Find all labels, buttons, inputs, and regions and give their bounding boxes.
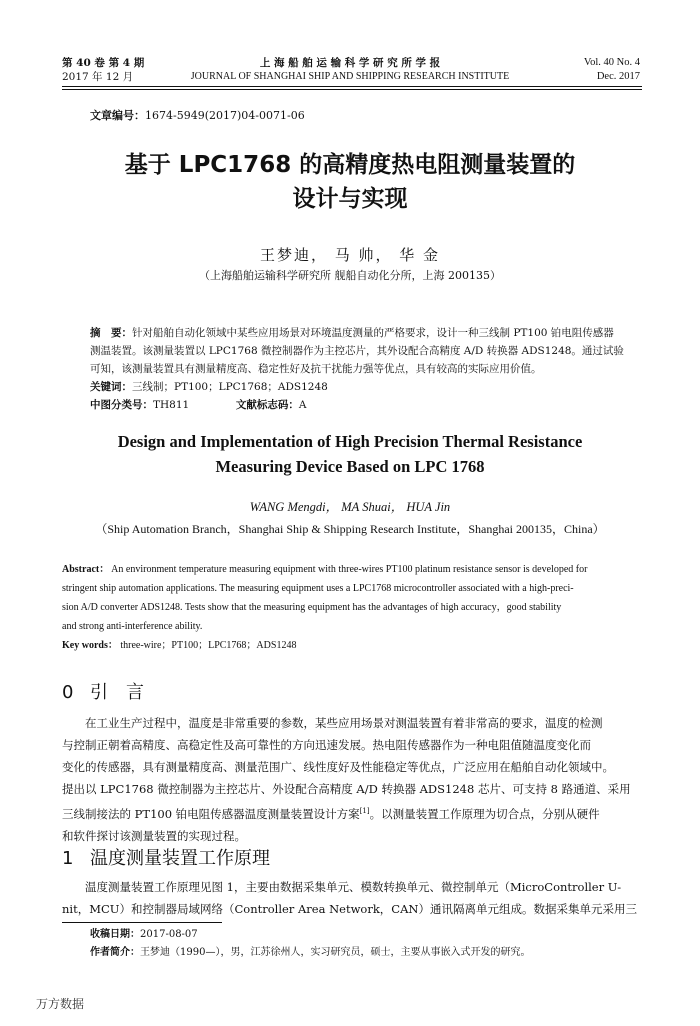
body-line: 三线制接法的 PT100 铂电阻传感器温度测量装置设计方案 (62, 806, 360, 821)
body-line: 变化的传感器，具有测量精度高、测量范围广、线性度好及性能稳定等优点，广泛应用在船舶自动化领域中。 (62, 760, 614, 774)
doc-code-label: 文献标志码： (235, 399, 299, 411)
header-vol-en: Vol. 40 No. 4 (583, 57, 640, 68)
title-cn-line2: 设计与实现 (292, 186, 408, 212)
citation-1[interactable]: [1] (359, 807, 370, 815)
keywords-en: three-wire；PT100；LPC1768；ADS1248 (120, 640, 297, 651)
header-date-cn: 2017 年 12 月 (62, 71, 134, 83)
watermark: 万方数据 (36, 997, 85, 1011)
clc-label: 中图分类号： (90, 399, 153, 411)
header-vol-cn: 第 40 卷 第 4 期 (62, 57, 145, 69)
keywords-cn-label: 关键词： (90, 381, 132, 393)
abstract-cn-line: 针对船舶自动化领域中某些应用场景对环境温度测量的严格要求，设计一种三线制 PT100 铂电阻传感器 (132, 327, 614, 339)
abstract-en-line: An environment temperature measuring equipment with three-wires PT100 platinum resistance sensor is developed for (111, 564, 588, 575)
keywords-en-label: Key words： (62, 640, 118, 651)
keywords-cn: 三线制；PT100；LPC1768；ADS1248 (132, 381, 328, 393)
doc-code-value: A (298, 399, 307, 411)
header-journal-cn: 上 海 船 舶 运 输 科 学 研 究 所 学 报 (259, 57, 441, 69)
section-1-number: 1 (62, 848, 74, 869)
abstract-en-label: Abstract： (62, 564, 110, 575)
article-number-label: 文章编号： (90, 109, 145, 122)
body-line: 。以测量装置工作原理为切合点，分别从硬件 (369, 806, 600, 821)
title-en-line1: Design and Implementation of High Precision Thermal Resistance (117, 432, 583, 451)
article-number (90, 107, 305, 123)
section-0-number: 0 (62, 682, 74, 703)
received-label: 收稿日期： (90, 929, 140, 940)
author-bio: 王梦迪（1990—），男，江苏徐州人，实习研究员，硕士，主要从事嵌入式开发的研究。 (140, 947, 531, 958)
affiliation-en: （Ship Automation Branch，Shanghai Ship & Shipping Research Institute，Shanghai 200135，China） (95, 522, 605, 536)
authors-en: WANG Mengdi， MA Shuai， HUA Jin (249, 500, 451, 514)
author-bio-label: 作者简介： (90, 947, 140, 958)
title-en-line2: Measuring Device Based on LPC 1768 (215, 457, 485, 476)
section-1-heading (62, 846, 270, 872)
authors-cn: 王梦迪， 马 帅， 华 金 (259, 246, 441, 264)
header-volume-cn (62, 56, 144, 84)
header-rule-top (62, 86, 642, 87)
body-line: 和软件探讨该测量装置的实现过程。 (62, 828, 246, 843)
body-line: 提出以 LPC1768 微控制器为主控芯片、外设配合高精度 A/D 转换器 ADS1248 芯片、可支持 8 路通道、采用 (62, 782, 631, 796)
header-volume-en (560, 56, 640, 84)
received-date: 2017-08-07 (140, 929, 198, 940)
header-journal-en: JOURNAL OF SHANGHAI SHIP AND SHIPPING RESEARCH INSTITUTE (190, 71, 510, 82)
body-line: 与控制正朝着高精度、高稳定性及高可靠性的方向迅速发展。热电阻传感器作为一种电阻值随温度变化而 (62, 738, 591, 752)
footnote-rule (62, 922, 222, 923)
section-1-title: 温度测量装置工作原理 (90, 848, 270, 869)
body-line: 温度测量装置工作原理见图 1，主要由数据采集单元、模数转换单元、微控制单元（MicroController U- (85, 880, 622, 894)
header-rule-bottom (62, 89, 642, 90)
section-1-body (62, 876, 642, 920)
abstract-en-line: and strong anti-interference ability. (62, 621, 203, 632)
abstract-en-line: sion A/D converter ADS1248. Tests show that the measuring equipment has the advantages of high accuracy，good stability (62, 602, 562, 613)
affiliation-cn: （上海船舶运输科学研究所 舰船自动化分所，上海 200135） (199, 269, 501, 282)
body-line: nit，MCU）和控制器局域网络（Controller Area Network，CAN）通讯隔离单元组成。数据采集单元采用三 (62, 902, 637, 916)
section-0-heading (62, 680, 144, 706)
abstract-cn-line: 可知，该测量装置具有测量精度高、稳定性好及抗干扰能力强等优点，具有较高的实际应用价值。 (90, 363, 542, 375)
clc-value: TH811 (153, 399, 190, 411)
header-date-en: Dec. 2017 (596, 71, 640, 82)
abstract-cn (90, 324, 640, 414)
footnotes (90, 926, 640, 962)
abstract-en (62, 560, 642, 655)
abstract-en-line: stringent ship automation applications. The measuring equipment uses a LPC1768 microcontroller associated with a high-preci- (62, 583, 574, 594)
section-0-title: 引 言 (90, 682, 144, 703)
abstract-cn-label: 摘 要： (90, 327, 132, 339)
body-line: 在工业生产过程中，温度是非常重要的参数，某些应用场景对测温装置有着非常高的要求，温度的检测 (85, 716, 603, 730)
title-cn-line1: 基于 LPC1768 的高精度热电阻测量装置的 (124, 152, 576, 178)
abstract-cn-line: 测温装置。该测量装置以 LPC1768 微控制器作为主控芯片，其外设配合高精度 A/D 转换器 ADS1248。通过试验 (90, 345, 624, 357)
section-0-body (62, 712, 642, 847)
article-number-value: 1674-5949(2017)04-0071-06 (145, 109, 305, 122)
header-journal (150, 56, 550, 84)
